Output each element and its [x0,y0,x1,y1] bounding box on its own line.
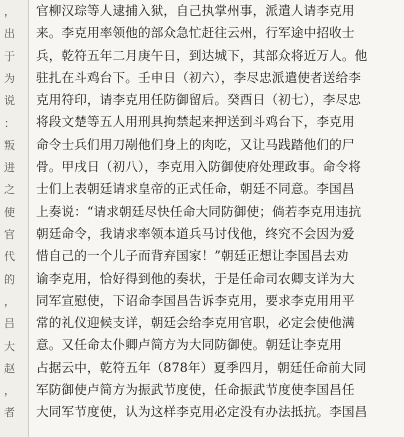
text-line: 常的礼仪迎候支详，朝廷会给李克用官职，必定会使他满 [36,315,355,331]
text-line: 惜自己的一个儿子而背弃国家！”朝廷正想让李国昌去劝 [36,248,349,264]
margin-fragment: 官 [4,229,15,241]
margin-fragment: 使 [4,206,15,219]
text-line: 谕李克用，恰好得到他的奏状，于是任命司农卿支详为大 [36,270,355,286]
margin-fragment: ： [4,117,15,130]
margin-fragment: 大 [4,340,15,353]
margin-fragment: 于 [4,50,15,63]
text-line: 朝廷命令，我请求率领本道兵马讨伐他，终究不会因为爱 [36,225,355,241]
text-line: 命令士兵们用刀剐他们身上的肉吃，又让马践踏他们的尸 [36,136,355,152]
text-line: 将段文楚等五人用刑具拘禁起来押送到斗鸡台下，李克用 [36,114,355,130]
text-line: 驻扎在斗鸡台下。壬申日（初六），李尽忠派遣使者送给李 [36,69,362,85]
left-margin-column [0,0,29,437]
text-line: 骨。甲戌日（初八），李克用入防御使府处理政事。命令将 [36,159,362,175]
margin-fragment: 出 [4,28,15,41]
margin-fragment: 吕 [4,318,15,331]
margin-fragment: 叛 [4,139,15,152]
text-line: 占据云中，乾符五年（878年）夏季四月，朝廷任命前大同 [36,359,367,375]
text-line: 克用符印，请李克用任防御留后。癸酉日（初七），李尽忠 [36,92,362,108]
text-line: 来。李克用率领他的部众急忙赶往云州，行军途中招收士 [36,25,355,41]
margin-fragment: 之 [4,184,15,197]
main-text-column [36,0,398,424]
margin-fragment: ， [4,295,15,308]
margin-fragment: 赵 [4,362,15,375]
text-line: 官柳汉琮等人逮捕入狱，自己执掌州事，派遣人请李克用 [36,3,355,18]
text-line: 士们上表朝廷请求皇帝的正式任命，朝廷不同意。李国昌 [36,181,355,197]
margin-fragment: ， [4,385,15,398]
margin-fragment: 说 [4,95,15,108]
margin-fragment: 的 [4,273,15,286]
margin-fragment: ， [4,6,15,18]
margin-fragment: 代 [4,251,15,264]
margin-fragment: 为 [4,72,15,85]
text-line: 意。又任命太仆卿卢简方为大同防御使。朝廷让李克用 [36,337,342,353]
text-line: 兵，乾符五年二月庚午日，到达城下，其部众将近万人。他 [36,47,368,63]
text-line: 上奏说：“请求朝廷尽快任命大同防御使；倘若李克用违抗 [36,203,362,219]
text-line: 军防御使卢简方为振武节度使，任命振武节度使李国昌任 [36,382,355,398]
margin-fragment: 进 [4,162,15,175]
text-line: 同军宣慰使，下诏命李国昌告诉李克用，要求李克用用平 [36,292,355,308]
margin-fragment: 者 [4,407,15,420]
text-line: 大同军节度使，认为这样李克用必定没有办法抵抗。李国昌 [36,404,368,420]
